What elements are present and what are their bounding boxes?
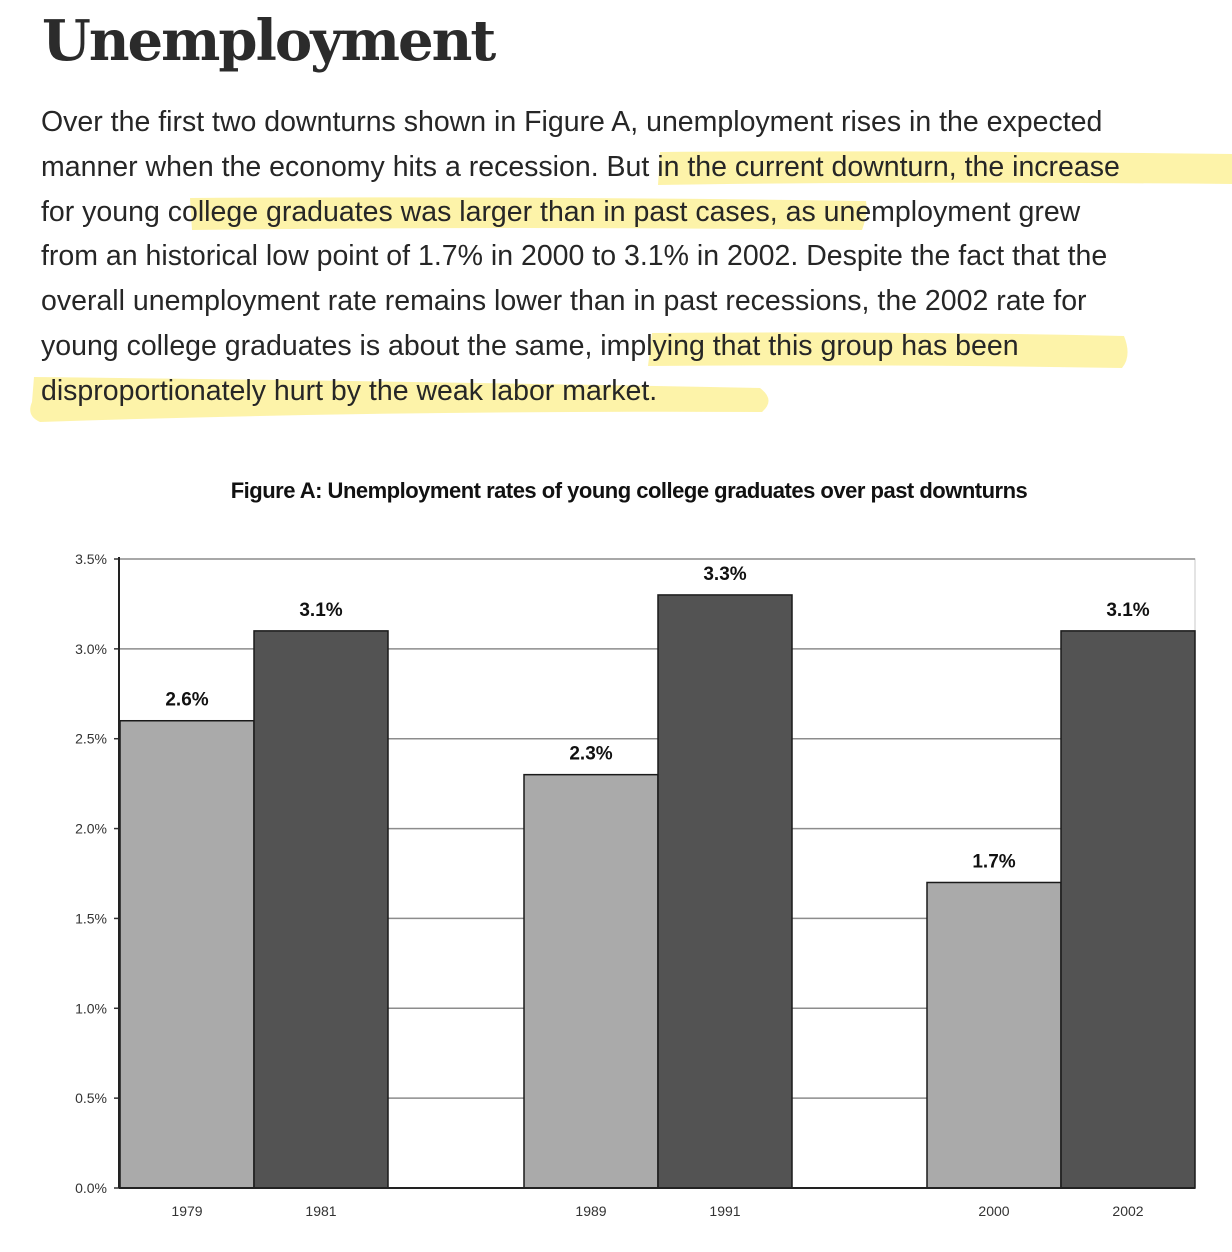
bar-2002 — [1061, 631, 1195, 1188]
data-label-2002: 3.1% — [1106, 599, 1150, 621]
paragraph-line: for young college graduates was larger than in past cases, as unemployment grew — [41, 195, 1081, 228]
data-label-1991: 3.3% — [703, 563, 747, 585]
data-label-1979: 2.6% — [165, 689, 209, 711]
paragraph-line: manner when the economy hits a recession. But in the current downturn, the increase — [41, 150, 1120, 183]
bar-1991 — [658, 595, 792, 1188]
paragraph-line: disproportionately hurt by the weak labor market. — [41, 374, 658, 407]
paragraph-line: young college graduates is about the same, implying that this group has been — [41, 329, 1019, 362]
y-tick-label: 3.5% — [75, 551, 107, 567]
y-tick-label: 1.0% — [75, 1000, 107, 1017]
paragraph-line: overall unemployment rate remains lower than in past recessions, the 2002 rate for — [41, 285, 1087, 318]
y-tick-label: 0.0% — [75, 1180, 107, 1196]
x-tick-label: 1979 — [171, 1203, 203, 1219]
bar-1981 — [254, 631, 388, 1188]
data-label-1989: 2.3% — [569, 743, 613, 765]
x-tick-labels — [171, 1203, 1143, 1219]
y-tick-label: 0.5% — [75, 1090, 107, 1107]
x-tick-label: 2002 — [1112, 1203, 1144, 1219]
data-label-1981: 3.1% — [299, 599, 343, 621]
y-tick-labels — [75, 551, 107, 1196]
bar-1979 — [120, 721, 254, 1188]
x-tick-label: 1989 — [575, 1203, 607, 1219]
x-tick-label: 1991 — [709, 1203, 741, 1219]
bar-1989 — [524, 775, 658, 1188]
x-tick-label: 1981 — [305, 1203, 337, 1219]
y-tick-label: 2.5% — [75, 730, 107, 747]
data-label-2000: 1.7% — [972, 851, 1016, 873]
chart-title: Figure A: Unemployment rates of young college graduates over past downturns — [230, 478, 1028, 503]
x-tick-label: 2000 — [978, 1203, 1010, 1219]
y-tick-label: 2.0% — [75, 820, 107, 837]
bar-2000 — [927, 882, 1061, 1188]
bars — [120, 595, 1195, 1188]
y-tick-label: 3.0% — [75, 640, 107, 657]
paragraph-line: Over the first two downturns shown in Figure A, unemployment rises in the expected — [41, 106, 1103, 138]
y-tick-label: 1.5% — [75, 910, 107, 927]
paragraph-line: from an historical low point of 1.7% in 2000 to 3.1% in 2002. Despite the fact that the — [41, 240, 1108, 273]
page-title: Unemployment — [42, 8, 495, 74]
